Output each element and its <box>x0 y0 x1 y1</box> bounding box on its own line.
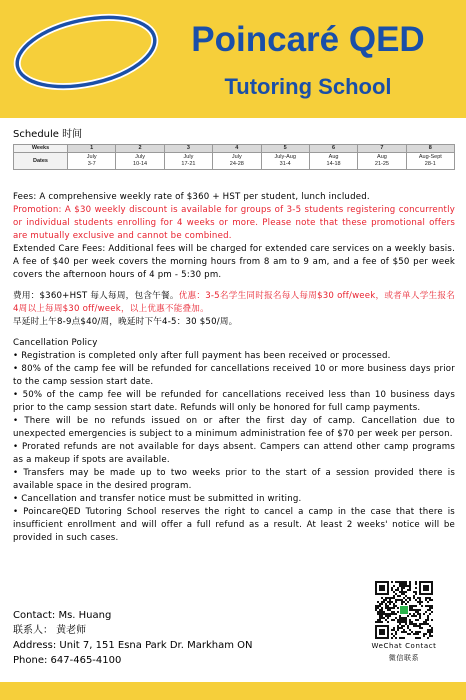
date-cell <box>358 153 406 170</box>
contact-name: Contact: Ms. Huang <box>13 610 112 621</box>
schedule-heading: Schedule 时间 <box>13 129 83 140</box>
week-cell: 1 <box>68 145 116 153</box>
chinese-fee-text: 费用：$360+HST 每人每周，包含午餐。 <box>13 291 179 301</box>
policy-item: • Transfers may be made up to two weeks prior to the start of a session provided there is available space in the desired program. <box>13 468 455 491</box>
contact-address: Address: Unit 7, 151 Esna Park Dr. Markham ON <box>13 640 253 651</box>
week-cell: 4 <box>213 145 261 153</box>
cancellation-policy <box>13 337 455 545</box>
extended-care-text: Extended Care Fees: Additional fees will be charged for extended care services on a weekly basis. A fee of $40 per week covers the morning hours from 8 am to 9 am, and a fee of $50 per week covers the afternoon hours of 4 pm - 5:30 pm. <box>13 244 455 280</box>
content-panel <box>0 118 466 700</box>
week-cell: 2 <box>116 145 164 153</box>
date-days: 3-7 <box>87 161 96 167</box>
date-days: 17-21 <box>181 161 196 167</box>
fees-line: Fees: A comprehensive weekly rate of $360 + HST per student, lunch included. <box>13 192 370 202</box>
date-days: 21-25 <box>374 161 389 167</box>
chinese-extended-text: 早延时上午8-9点$40/周，晚延时下午4-5：30 $50/周。 <box>13 317 238 327</box>
brand-subtitle: Tutoring School <box>224 74 392 99</box>
brand-title: Poincaré QED <box>191 20 425 59</box>
wechat-caption-en: WeChat Contact <box>371 642 437 650</box>
wechat-qr-block <box>354 581 454 663</box>
date-month: Aug <box>377 154 387 160</box>
policy-item: • 50% of the camp fee will be refunded for cancellations received less than 10 business days prior to the camp session start date. Refunds will only be honored for full camp payments. <box>13 390 455 413</box>
date-month: July <box>135 154 145 160</box>
date-days: 24-28 <box>229 161 244 167</box>
row-label-weeks: Weeks <box>14 145 68 153</box>
week-cell: 8 <box>406 145 454 153</box>
date-days: 14-18 <box>326 161 341 167</box>
date-month: Aug <box>328 154 339 160</box>
schedule-table <box>13 144 455 170</box>
week-cell: 5 <box>261 145 309 153</box>
policy-item: • 80% of the camp fee will be refunded for cancellations received 10 or more business days prior to the camp session start date. <box>13 364 455 387</box>
chinese-promo-text: 优惠：3-5名学生同时报名每人每周$30 off/week，或者单人学生报名4周以上每周$30 off/week，以上优惠不能叠加。 <box>13 291 455 314</box>
week-cell: 6 <box>309 145 357 153</box>
date-month: July <box>231 154 242 160</box>
date-cell <box>213 153 261 170</box>
contact-name-zh: 联系人： 黄老师 <box>13 625 87 636</box>
date-days: 31-4 <box>279 161 291 167</box>
promotion-text: Promotion: A $30 weekly discount is available for groups of 3-5 students registering concurrently or individual students enrolling for 4 weeks or more. Please note that these promotional offers are mutually exclusive and cannot be combined. <box>13 205 455 241</box>
date-month: July <box>86 154 97 160</box>
date-days: 10-14 <box>133 161 148 167</box>
wechat-qr-code-icon <box>375 581 433 639</box>
week-cell: 3 <box>164 145 212 153</box>
date-cell <box>261 153 309 170</box>
wechat-caption-zh: 微信联系 <box>388 654 420 662</box>
date-month: July-Aug <box>274 154 296 160</box>
table-row <box>14 145 455 153</box>
date-month: Aug-Sept <box>418 154 442 160</box>
contact-block <box>13 608 343 668</box>
date-days: 28-1 <box>424 161 436 167</box>
policy-item: • There will be no refunds issued on or after the first day of camp. Cancellation due to unexpected emergencies is subject to a minimum administration fee of $70 per week per person. <box>13 416 455 439</box>
date-month: July <box>183 154 194 160</box>
policy-item: • PoincareQED Tutoring School reserves the right to cancel a camp in the case that there is insufficient enrollment and will offer a full refund as a result. At least 2 weeks' notice will be provided in such cases. <box>13 507 455 543</box>
row-label-dates: Dates <box>14 153 68 170</box>
footer-band <box>0 682 466 700</box>
body-text <box>13 191 455 545</box>
date-cell <box>406 153 454 170</box>
date-cell <box>309 153 357 170</box>
policy-item: • Registration is completed only after full payment has been received or processed. <box>13 351 391 361</box>
date-cell <box>68 153 116 170</box>
policy-item: • Prorated refunds are not available for days absent. Campers can attend other camp programs as a makeup if spots are available. <box>13 442 455 465</box>
week-cell: 7 <box>358 145 406 153</box>
table-row <box>14 153 455 170</box>
date-cell <box>116 153 164 170</box>
policy-item: • Cancellation and transfer notice must be submitted in writing. <box>13 494 302 504</box>
header-banner <box>0 0 466 118</box>
policy-title: Cancellation Policy <box>13 338 98 348</box>
chinese-fees <box>13 290 455 316</box>
date-cell <box>164 153 212 170</box>
contact-phone: Phone: 647-465-4100 <box>13 655 122 666</box>
